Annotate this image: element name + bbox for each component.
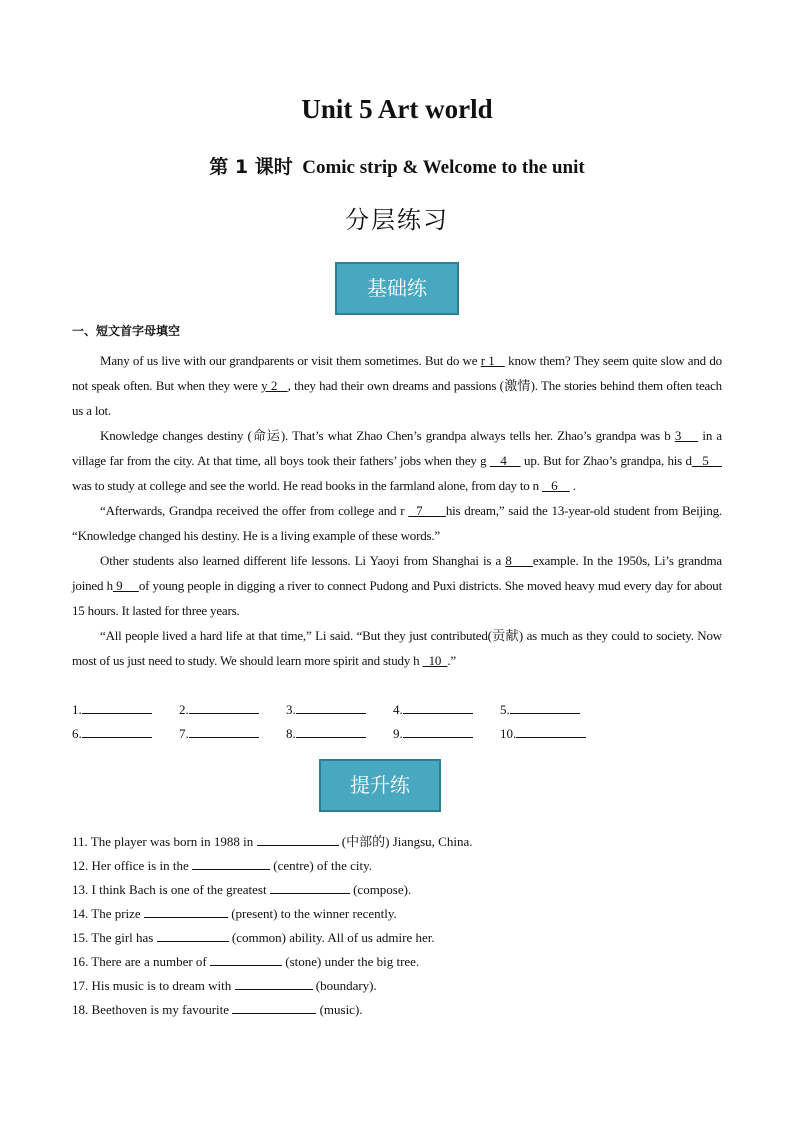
fill-blank[interactable] [210, 952, 282, 966]
section-badge-basic: 基础练 [335, 262, 459, 315]
item-hint: (centre) of the city. [269, 858, 373, 873]
answer-line[interactable] [189, 724, 259, 738]
answer-slot[interactable] [179, 698, 286, 722]
exercise-list [72, 830, 722, 1022]
cloze-blank: y 2 [261, 378, 288, 393]
fill-blank[interactable] [144, 904, 228, 918]
answer-line[interactable] [82, 724, 152, 738]
cloze-blank: 9 [112, 578, 139, 593]
answer-number: 6. [72, 726, 82, 741]
answer-slot[interactable] [393, 698, 500, 722]
cloze-blank: 3 [674, 428, 699, 443]
section-badge-advanced: 提升练 [319, 759, 441, 812]
cloze-blank: 8 [505, 553, 533, 568]
item-text: 11. The player was born in 1988 in [72, 834, 257, 849]
fill-blank[interactable] [270, 880, 350, 894]
fill-blank[interactable] [257, 832, 339, 846]
passage-paragraph [72, 498, 722, 548]
answer-line[interactable] [189, 700, 259, 714]
fill-blank[interactable] [232, 1000, 316, 1014]
answer-slot[interactable] [500, 698, 607, 722]
passage-text: Knowledge changes destiny (命运). That’s what Zhao Chen’s grandpa always tells her. Zhao’s grandpa was b [100, 428, 675, 443]
answer-number: 2. [179, 702, 189, 717]
passage-text: was to study at college and see the world. He read books in the farmland alone, from day to n [72, 478, 543, 493]
fill-blank[interactable] [235, 976, 313, 990]
item-text: 16. There are a number of [72, 954, 211, 969]
exercise-item [72, 830, 722, 854]
answer-slot[interactable] [286, 722, 393, 746]
exercise-item [72, 950, 722, 974]
answer-line[interactable] [516, 724, 586, 738]
answer-slot[interactable] [72, 698, 179, 722]
answer-slot[interactable] [393, 722, 500, 746]
passage-text: Many of us live with our grandparents or visit them sometimes. But do we [100, 353, 481, 368]
exercise-item [72, 854, 722, 878]
item-hint: (present) to the winner recently. [227, 906, 397, 921]
answer-slot[interactable] [72, 722, 179, 746]
exercise-item [72, 998, 722, 1022]
item-text: 13. I think Bach is one of the greatest [72, 882, 270, 897]
exercise-item [72, 974, 722, 998]
item-text: 14. The prize [72, 906, 144, 921]
fill-blank[interactable] [192, 856, 270, 870]
answer-line[interactable] [403, 724, 473, 738]
answer-number: 4. [393, 702, 403, 717]
item-text: 18. Beethoven is my favourite [72, 1002, 233, 1017]
answer-line[interactable] [296, 700, 366, 714]
passage-text: example. In the 1950s, Li’s grandma joined h [72, 553, 722, 593]
item-text: 15. The girl has [72, 930, 157, 945]
passage-text: his dream,” said the 13-year-old student from Beijing. “Knowledge changed his destiny. He is a living example of these words.” [72, 503, 722, 543]
cloze-blank: 5 [691, 453, 722, 468]
item-text: 17. His music is to dream with [72, 978, 235, 993]
passage-paragraph [72, 623, 722, 673]
answer-number: 10. [500, 726, 517, 741]
page-subtitle: 分层练习 [345, 206, 449, 234]
answer-number: 7. [179, 726, 189, 741]
lesson-prefix: 第 1 课时 [209, 156, 293, 178]
answer-slot[interactable] [500, 722, 607, 746]
passage-text: , they had their own dreams and passions (激情). The stories behind them often teach us a lot. [72, 378, 722, 418]
page-title: Unit 5 Art world [301, 94, 493, 124]
exercise-item [72, 878, 722, 902]
passage-text: in a village far from the city. At that time, all boys took their fathers’ jobs when they g [72, 428, 722, 468]
answer-number: 5. [500, 702, 510, 717]
passage-text: “All people lived a hard life at that time,” Li said. “But they just contributed(贡献) as much as they could to society. Now most of us just need to study. We should learn more spirit and study h [72, 628, 722, 668]
item-hint: (compose). [349, 882, 412, 897]
answer-line[interactable] [296, 724, 366, 738]
answer-line[interactable] [82, 700, 152, 714]
passage-paragraph [72, 423, 722, 498]
item-hint: (中部的) Jiangsu, China. [338, 834, 473, 849]
answer-line[interactable] [510, 700, 580, 714]
passage-text: of young people in digging a river to connect Pudong and Puxi districts. She moved heavy mud every day for about 15 hours. It lasted for three years. [72, 578, 722, 618]
item-hint: (stone) under the big tree. [282, 954, 420, 969]
cloze-blank: r 1 [480, 353, 505, 368]
passage-paragraph [72, 548, 722, 623]
answer-number: 8. [286, 726, 296, 741]
passage-text: . [569, 478, 576, 493]
cloze-blank: 10 [422, 653, 448, 668]
exercise-item [72, 926, 722, 950]
answer-slot[interactable] [179, 722, 286, 746]
item-text: 12. Her office is in the [72, 858, 192, 873]
cloze-passage [72, 348, 722, 673]
item-hint: (boundary). [312, 978, 377, 993]
passage-text: know them? They seem quite slow and do not speak often. But when they were [72, 353, 722, 393]
passage-text: Other students also learned different life lessons. Li Yaoyi from Shanghai is a [100, 553, 506, 568]
passage-text: .” [447, 653, 456, 668]
passage-text: up. But for Zhao’s grandpa, his d [520, 453, 692, 468]
fill-blank[interactable] [157, 928, 229, 942]
passage-paragraph [72, 348, 722, 423]
answer-slot[interactable] [286, 698, 393, 722]
item-hint: (common) ability. All of us admire her. [228, 930, 435, 945]
lesson-name: Comic strip & Welcome to the unit [302, 157, 585, 178]
cloze-blank: 6 [542, 478, 570, 493]
section-heading: 一、短文首字母填空 [72, 324, 181, 338]
passage-text: “Afterwards, Grandpa received the offer from college and r [100, 503, 409, 518]
answer-line[interactable] [403, 700, 473, 714]
cloze-blank: 7 [408, 503, 446, 518]
answer-number: 1. [72, 702, 82, 717]
lesson-title [0, 152, 794, 179]
answer-blanks [72, 698, 722, 746]
item-hint: (music). [316, 1002, 363, 1017]
answer-number: 9. [393, 726, 403, 741]
exercise-item [72, 902, 722, 926]
answer-number: 3. [286, 702, 296, 717]
cloze-blank: 4 [489, 453, 521, 468]
